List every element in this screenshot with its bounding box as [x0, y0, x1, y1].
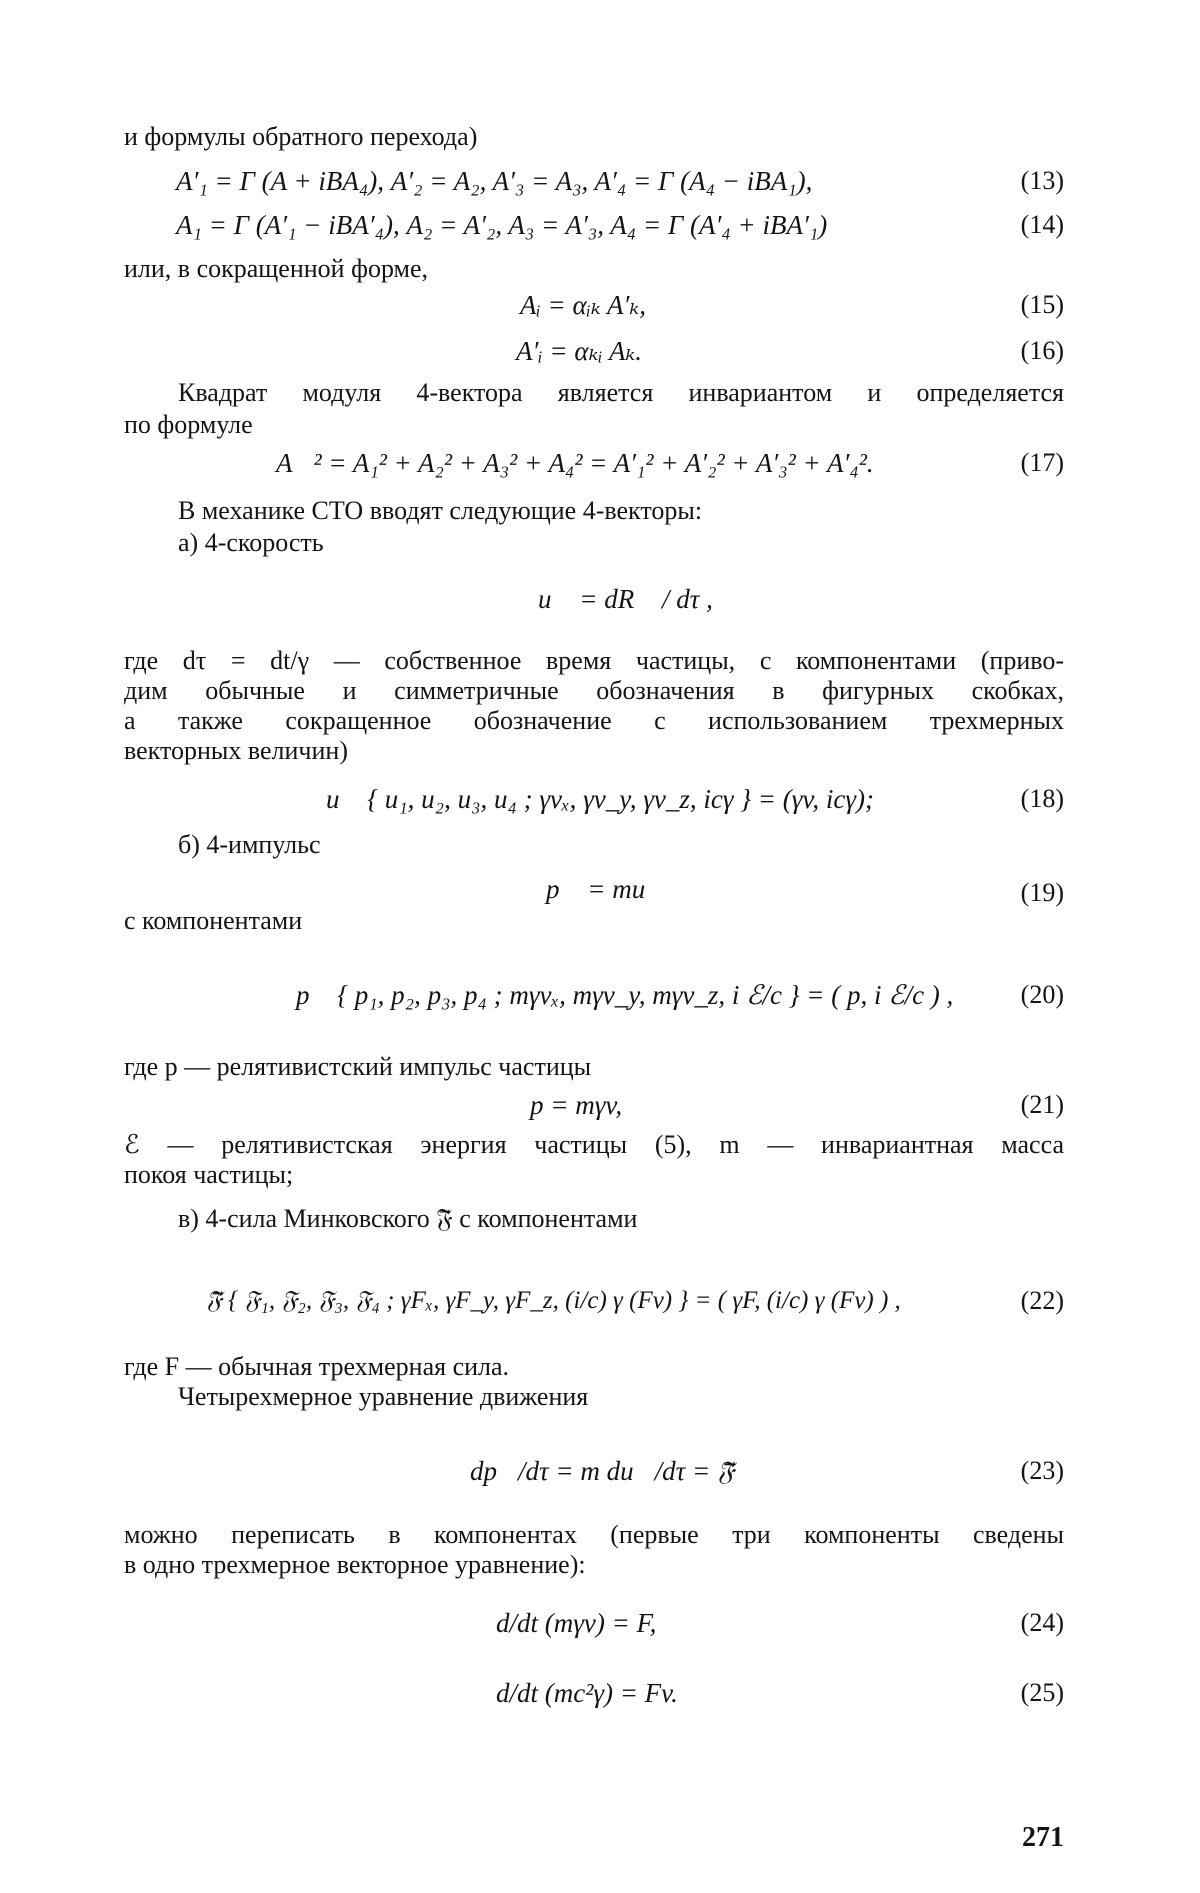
text-line: в одно трехмерное векторное уравнение):	[124, 1550, 586, 1579]
equation-number: (17)	[1020, 448, 1064, 477]
text-line: где p — релятивистский импульс частицы	[124, 1052, 592, 1081]
formula-16: A′ᵢ = αₖᵢ Aₖ.	[516, 336, 643, 366]
equation-number: (22)	[1020, 1286, 1064, 1315]
equation-number: (19)	[1020, 878, 1064, 907]
equation-number: (14)	[1020, 210, 1064, 239]
equation-number: (16)	[1020, 336, 1064, 365]
text-line: можно переписать в компонентах (первые три компоненты сведены	[124, 1520, 1064, 1549]
formula-24: d/dt (mγv) = F,	[496, 1608, 657, 1638]
text-line: Четырехмерное уравнение движения	[178, 1382, 589, 1411]
text-line: где F — обычная трехмерная сила.	[124, 1352, 510, 1381]
formula-17: A⃗² = A₁² + A₂² + A₃² + A₄² = A′₁² + A′₂² + A′₃² + A′₄².	[276, 448, 874, 478]
formula-18: u⃗ { u₁, u₂, u₃, u₄ ; γvₓ, γv_y, γv_z, icγ } = (γv, icγ);	[326, 784, 874, 814]
equation-number: (13)	[1020, 166, 1064, 195]
formula-23: dp⃗/dτ = m du⃗/dτ = 𝔉⃗	[470, 1456, 735, 1486]
formula-velocity: u⃗ = dR⃗ / dτ ,	[538, 584, 713, 614]
formula-15: Aᵢ = αᵢₖ A′ₖ,	[520, 290, 647, 320]
formula-25: d/dt (mc²γ) = Fv.	[496, 1678, 678, 1708]
equation-number: (25)	[1020, 1678, 1064, 1707]
text-line: а) 4-скорость	[178, 528, 324, 557]
text-line: по формуле	[124, 410, 253, 439]
text-line: и формулы обратного перехода)	[124, 122, 478, 151]
equation-number: (20)	[1020, 980, 1064, 1009]
equation-number: (15)	[1020, 290, 1064, 319]
page-number: 271	[1022, 1822, 1064, 1853]
equation-number: (21)	[1020, 1090, 1064, 1119]
text-line: дим обычные и симметричные обозначения в фигурных скобках,	[124, 676, 1064, 705]
text-line: в) 4-сила Минковского 𝔉⃗ с компонентами	[178, 1204, 638, 1233]
equation-number: (18)	[1020, 784, 1064, 813]
text-line: ℰ — релятивистская энергия частицы (5), m — инвариантная масса	[124, 1130, 1064, 1159]
formula-20: p⃗ { p₁, p₂, p₃, p₄ ; mγvₓ, mγv_y, mγv_z, i ℰ/c } = ( p, i ℰ/c ) ,	[296, 980, 954, 1010]
text-line: где dτ = dt/γ — собственное время частицы, с компонентами (приво-	[124, 646, 1064, 675]
text-line: векторных величин)	[124, 736, 348, 765]
equation-number: (24)	[1020, 1608, 1064, 1637]
formula-22: 𝔉⃗ { 𝔉₁, 𝔉₂, 𝔉₃, 𝔉₄ ; γFₓ, γF_y, γF_z, (i/c) γ (Fv) } = ( γF, (i/c) γ (Fv) ) ,	[206, 1287, 901, 1314]
text-line: Квадрат модуля 4-вектора является инвариантом и определяется	[178, 378, 1064, 407]
formula-14: A₁ = Γ (A′₁ − iBA′₄), A₂ = A′₂, A₃ = A′₃, A₄ = Γ (A′₄ + iBA′₁)	[176, 210, 828, 240]
text-line: а также сокращенное обозначение с использованием трехмерных	[124, 706, 1064, 735]
formula-21: p = mγv,	[530, 1090, 623, 1120]
text-line: В механике СТО вводят следующие 4-векторы:	[178, 496, 703, 525]
text-line: или, в сокращенной форме,	[124, 254, 429, 283]
formula-13: A′₁ = Γ (A + iBA₄), A′₂ = A₂, A′₃ = A₃, A′₄ = Γ (A₄ − iBA₁),	[176, 166, 813, 196]
equation-number: (23)	[1020, 1456, 1064, 1485]
text-line: с компонентами	[124, 906, 303, 935]
formula-19: p⃗ = mu⃗	[546, 874, 667, 904]
text-line: б) 4-импульс	[178, 830, 321, 859]
text-line: покоя частицы;	[124, 1160, 294, 1189]
